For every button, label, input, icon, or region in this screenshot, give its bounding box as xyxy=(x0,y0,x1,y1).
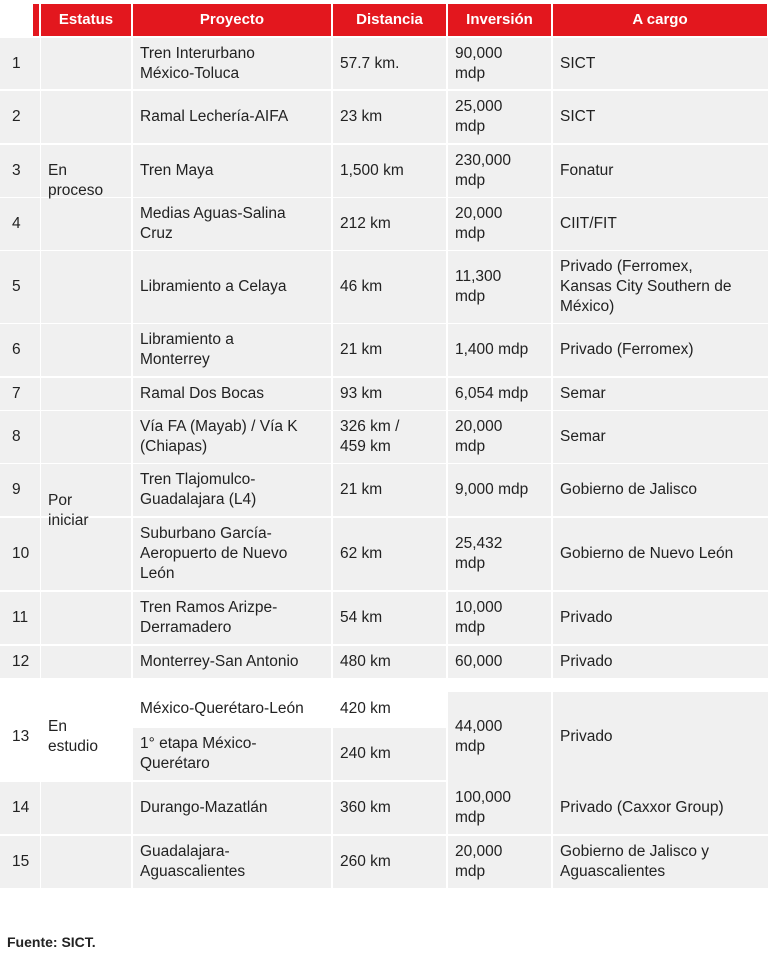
project-name xyxy=(133,782,331,834)
status-band xyxy=(41,836,131,888)
header-2-text: Proyecto xyxy=(199,11,265,28)
status-band xyxy=(41,646,131,678)
project-name-text: 1° etapa México- Querétaro xyxy=(140,735,257,772)
project-distance xyxy=(333,592,446,644)
in-charge xyxy=(553,782,768,834)
row-number xyxy=(0,836,40,888)
row-number-text: 10 xyxy=(12,545,30,562)
row-number xyxy=(0,411,40,463)
project-distance-text: 46 km xyxy=(340,278,383,295)
in-charge-text: Privado (Caxxor Group) xyxy=(560,799,724,816)
project-name xyxy=(133,378,331,410)
investment-text: 20,000 mdp xyxy=(455,418,503,455)
in-charge xyxy=(553,411,768,463)
project-name-text: Guadalajara- Aguascalientes xyxy=(140,843,246,880)
investment xyxy=(448,692,551,782)
header-4-text: Inversión xyxy=(466,11,533,28)
project-name xyxy=(133,646,331,678)
in-charge xyxy=(553,518,768,590)
in-charge-text: SICT xyxy=(560,108,596,125)
status-label-text: En estudio xyxy=(48,718,98,755)
row-number xyxy=(0,324,40,376)
in-charge-text: SICT xyxy=(560,54,596,72)
project-distance xyxy=(333,728,446,780)
project-distance-text: 480 km xyxy=(340,653,391,670)
in-charge xyxy=(553,378,768,410)
in-charge-text: Privado xyxy=(560,609,613,626)
row-number-text: 11 xyxy=(12,609,29,626)
project-name-text: Tren Interurbano México-Toluca xyxy=(140,44,255,82)
in-charge-text: Privado (Ferromex) xyxy=(560,341,694,358)
investment-text: 11,300 mdp xyxy=(455,268,502,305)
header-5-text: A cargo xyxy=(632,11,688,28)
row-number-text: 15 xyxy=(12,853,30,870)
project-name xyxy=(133,728,331,780)
investment xyxy=(448,38,551,89)
status-label-text: Por iniciar xyxy=(48,492,89,529)
row-number-text: 4 xyxy=(12,215,21,232)
project-name xyxy=(133,464,331,516)
project-name-text: Vía FA (Mayab) / Vía K (Chiapas) xyxy=(140,418,298,455)
row-number-text: 12 xyxy=(12,653,30,670)
project-distance-text: 21 km xyxy=(340,341,383,358)
in-charge xyxy=(553,464,768,516)
header-3-text: Distancia xyxy=(356,11,423,28)
investment xyxy=(448,411,551,463)
investment-text: 6,054 mdp xyxy=(455,385,529,402)
investment-text: 100,000 mdp xyxy=(455,789,512,826)
project-name-text: Suburbano García- Aeropuerto de Nuevo León xyxy=(140,525,288,582)
project-distance-text: 57.7 km. xyxy=(340,54,400,72)
investment-text: 9,000 mdp xyxy=(455,481,529,498)
project-distance-text: 360 km xyxy=(340,799,391,816)
investment-text: 10,000 mdp xyxy=(455,599,503,636)
status-label-text: En proceso xyxy=(48,161,104,199)
in-charge-text: Gobierno de Jalisco y Aguascalientes xyxy=(560,843,710,880)
project-distance xyxy=(333,692,446,726)
in-charge xyxy=(553,836,768,888)
header-5 xyxy=(553,4,767,36)
project-distance-text: 326 km / 459 km xyxy=(340,418,400,455)
in-charge xyxy=(553,646,768,678)
investment-text: 60,000 xyxy=(455,653,503,670)
project-distance xyxy=(333,378,446,410)
project-name xyxy=(133,592,331,644)
project-distance xyxy=(333,145,446,197)
in-charge-text: Privado (Ferromex, Kansas City Southern de México) xyxy=(560,258,732,315)
project-name xyxy=(133,38,331,89)
row-number-text: 14 xyxy=(12,799,30,816)
project-name-text: Libramiento a Celaya xyxy=(140,278,287,295)
in-charge-text: Gobierno de Jalisco xyxy=(560,481,697,498)
row-number-text: 8 xyxy=(12,428,21,445)
investment xyxy=(448,324,551,376)
in-charge xyxy=(553,198,768,250)
investment-text: 44,000 mdp xyxy=(455,718,503,755)
project-name xyxy=(133,251,331,323)
project-name xyxy=(133,198,331,250)
row-number xyxy=(0,378,40,410)
investment xyxy=(448,198,551,250)
status-band xyxy=(41,782,131,834)
row-number xyxy=(0,38,40,89)
project-distance-text: 23 km xyxy=(340,108,383,125)
project-name xyxy=(133,91,331,143)
row-number xyxy=(0,782,40,834)
header-1-text: Estatus xyxy=(58,11,114,28)
investment-text: 25,000 mdp xyxy=(455,98,503,135)
investment xyxy=(448,782,551,834)
status-band xyxy=(41,324,131,376)
row-number-text: 5 xyxy=(12,278,21,295)
investment xyxy=(448,464,551,516)
row-number xyxy=(0,464,40,516)
header-1 xyxy=(41,4,131,36)
project-name xyxy=(133,692,331,726)
project-name-text: México-Querétaro-León xyxy=(140,700,304,717)
in-charge-text: Semar xyxy=(560,428,606,445)
project-distance xyxy=(333,251,446,323)
project-distance xyxy=(333,464,446,516)
project-distance-text: 260 km xyxy=(340,853,391,870)
row-number-text: 13 xyxy=(12,728,30,745)
project-distance xyxy=(333,38,446,89)
row-number-text: 6 xyxy=(12,341,21,358)
row-number xyxy=(0,646,40,678)
project-name xyxy=(133,324,331,376)
investment xyxy=(448,518,551,590)
row-number xyxy=(0,692,40,782)
project-name-text: Ramal Dos Bocas xyxy=(140,385,265,402)
status-label xyxy=(41,38,131,323)
investment xyxy=(448,145,551,197)
project-distance-text: 93 km xyxy=(340,385,383,402)
project-distance xyxy=(333,646,446,678)
row-number-text: 9 xyxy=(12,481,21,498)
row-number xyxy=(0,91,40,143)
project-distance-text: 62 km xyxy=(340,545,383,562)
project-distance xyxy=(333,518,446,590)
row-number-text: 3 xyxy=(12,162,21,179)
in-charge xyxy=(553,145,768,197)
project-distance-text: 212 km xyxy=(340,215,391,232)
investment xyxy=(448,378,551,410)
in-charge-text: Fonatur xyxy=(560,162,614,179)
in-charge xyxy=(553,38,768,89)
in-charge xyxy=(553,592,768,644)
in-charge-text: Privado xyxy=(560,728,613,745)
in-charge-text: Semar xyxy=(560,385,606,402)
project-name-text: Tren Tlajomulco- Guadalajara (L4) xyxy=(140,471,257,508)
investment-text: 90,000 mdp xyxy=(455,44,503,82)
investment-text: 230,000 mdp xyxy=(455,152,512,189)
project-distance-text: 21 km xyxy=(340,481,383,498)
investment-text: 20,000 mdp xyxy=(455,205,503,242)
project-distance xyxy=(333,411,446,463)
project-name xyxy=(133,411,331,463)
project-distance xyxy=(333,782,446,834)
in-charge xyxy=(553,251,768,323)
status-label xyxy=(41,378,131,644)
project-distance-text: 1,500 km xyxy=(340,162,404,179)
source-note: Fuente: SICT. xyxy=(7,934,96,950)
project-distance-text: 420 km xyxy=(340,700,391,717)
investment xyxy=(448,646,551,678)
header-3 xyxy=(333,4,446,36)
project-name xyxy=(133,145,331,197)
project-distance xyxy=(333,198,446,250)
project-name xyxy=(133,518,331,590)
header-2 xyxy=(133,4,331,36)
in-charge xyxy=(553,692,768,782)
investment xyxy=(448,836,551,888)
project-name-text: Tren Ramos Arizpe- Derramadero xyxy=(140,599,278,636)
row-number-text: 1 xyxy=(12,54,21,72)
in-charge xyxy=(553,91,768,143)
row-number xyxy=(0,251,40,323)
project-name-text: Monterrey-San Antonio xyxy=(140,653,299,670)
in-charge xyxy=(553,324,768,376)
in-charge-text: CIIT/FIT xyxy=(560,215,617,232)
investment-text: 20,000 mdp xyxy=(455,843,503,880)
row-separator xyxy=(0,680,768,691)
project-distance-text: 240 km xyxy=(340,745,391,762)
header-stub xyxy=(33,4,39,36)
row-number xyxy=(0,145,40,197)
project-name-text: Ramal Lechería-AIFA xyxy=(140,108,289,125)
project-name-text: Medias Aguas-Salina Cruz xyxy=(140,205,286,242)
row-number-text: 2 xyxy=(12,108,21,125)
row-number-text: 7 xyxy=(12,385,21,402)
status-label xyxy=(41,692,131,782)
project-name-text: Libramiento a Monterrey xyxy=(140,331,234,368)
project-distance xyxy=(333,91,446,143)
investment-text: 25,432 mdp xyxy=(455,535,503,572)
project-name-text: Tren Maya xyxy=(140,162,214,179)
project-distance xyxy=(333,836,446,888)
row-number xyxy=(0,198,40,250)
row-number xyxy=(0,518,40,590)
project-name-text: Durango-Mazatlán xyxy=(140,799,268,816)
investment-text: 1,400 mdp xyxy=(455,341,529,358)
row-number xyxy=(0,592,40,644)
project-distance xyxy=(333,324,446,376)
investment xyxy=(448,251,551,323)
investment xyxy=(448,592,551,644)
in-charge-text: Privado xyxy=(560,653,613,670)
investment xyxy=(448,91,551,143)
in-charge-text: Gobierno de Nuevo León xyxy=(560,545,734,562)
project-name xyxy=(133,836,331,888)
header-4 xyxy=(448,4,551,36)
project-distance-text: 54 km xyxy=(340,609,383,626)
